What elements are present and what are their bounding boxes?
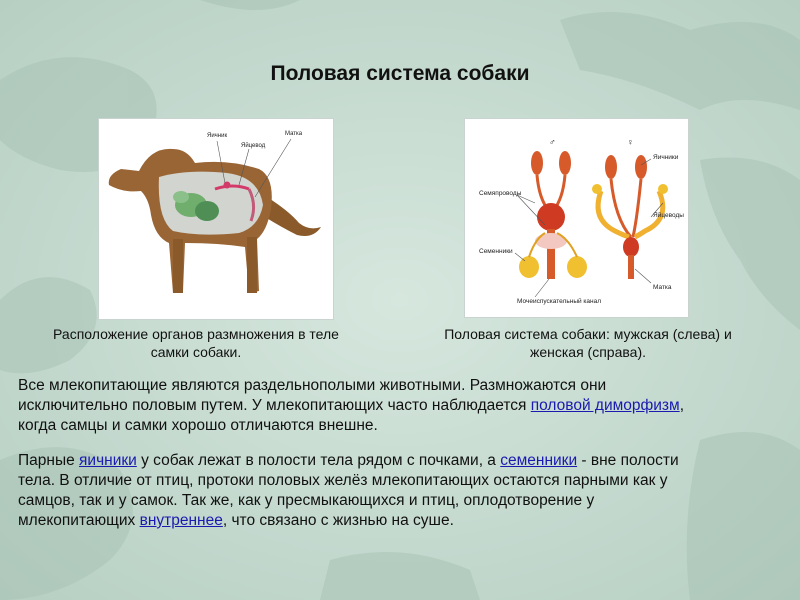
p2-line1-c: - вне полости — [577, 452, 679, 469]
p1-line2-text: исключительно половым путем. У млекопитающих часто наблюдается — [18, 397, 531, 414]
reproductive-systems-illustration — [465, 119, 688, 317]
male-system — [519, 151, 587, 279]
p2-line1-b: у собак лежат в полости тела рядом с почками, а — [136, 452, 501, 469]
label-oviduct: Яйцевод — [241, 143, 266, 149]
left-caption-line1: Расположение органов размножения в теле — [53, 326, 339, 342]
label-uterus-right: Матка — [653, 284, 672, 291]
link-testes[interactable]: семенники — [500, 452, 578, 469]
p2-line3: самцов, так и у самок. Так же, как у пресмыкающихся и птиц, оплодотворение у — [18, 492, 595, 509]
p2-line4 — [18, 511, 788, 531]
label-uterus: Матка — [285, 131, 303, 137]
label-vas-deferens: Семяпроводы — [479, 190, 522, 197]
right-caption-line2: женская (справа). — [529, 344, 646, 360]
p1-line2 — [18, 396, 788, 416]
left-caption-line2: самки собаки. — [150, 344, 242, 360]
left-figure-caption — [26, 325, 366, 361]
p2-line2: тела. В отличие от птиц, протоки половых желёз млекопитающих остаются парными как у — [18, 472, 668, 489]
reproductive-systems-figure — [464, 118, 689, 318]
p2-line1-a: Парные — [18, 452, 80, 469]
paragraph-details — [18, 451, 788, 531]
link-sexual-dimorphism[interactable]: половой диморфизм — [530, 397, 680, 414]
p2-line1 — [18, 451, 788, 471]
p2-line4-b: , что связано с жизнью на суше. — [222, 512, 454, 529]
link-ovaries[interactable]: яичники — [79, 452, 137, 469]
p1-line2-end: , — [679, 397, 684, 414]
slide-title: Половая система собаки — [270, 62, 530, 85]
right-figure-caption — [422, 325, 754, 361]
label-ovaries: Яичники — [653, 154, 679, 161]
label-testes: Семенники — [479, 248, 513, 255]
dog-anatomy-figure — [98, 118, 334, 320]
paragraph-intro — [18, 376, 788, 436]
label-oviducts: Яйцеводы — [653, 212, 684, 219]
p1-line3: когда самцы и самки хорошо отличаются внешне. — [18, 417, 378, 434]
label-urethra: Мочеиспускательный канал — [517, 298, 602, 305]
female-symbol: ♀ — [627, 137, 634, 147]
p1-line1: Все млекопитающие являются раздельнополыми животными. Размножаются они — [18, 377, 607, 394]
label-ovary: Яичник — [207, 133, 228, 139]
male-symbol: ♂ — [549, 137, 556, 147]
link-internal[interactable]: внутреннее — [139, 512, 223, 529]
p2-line4-a: млекопитающих — [18, 512, 140, 529]
dog-anatomy-illustration — [99, 119, 333, 319]
right-caption-line1: Половая система собаки: мужская (слева) и — [444, 326, 732, 342]
